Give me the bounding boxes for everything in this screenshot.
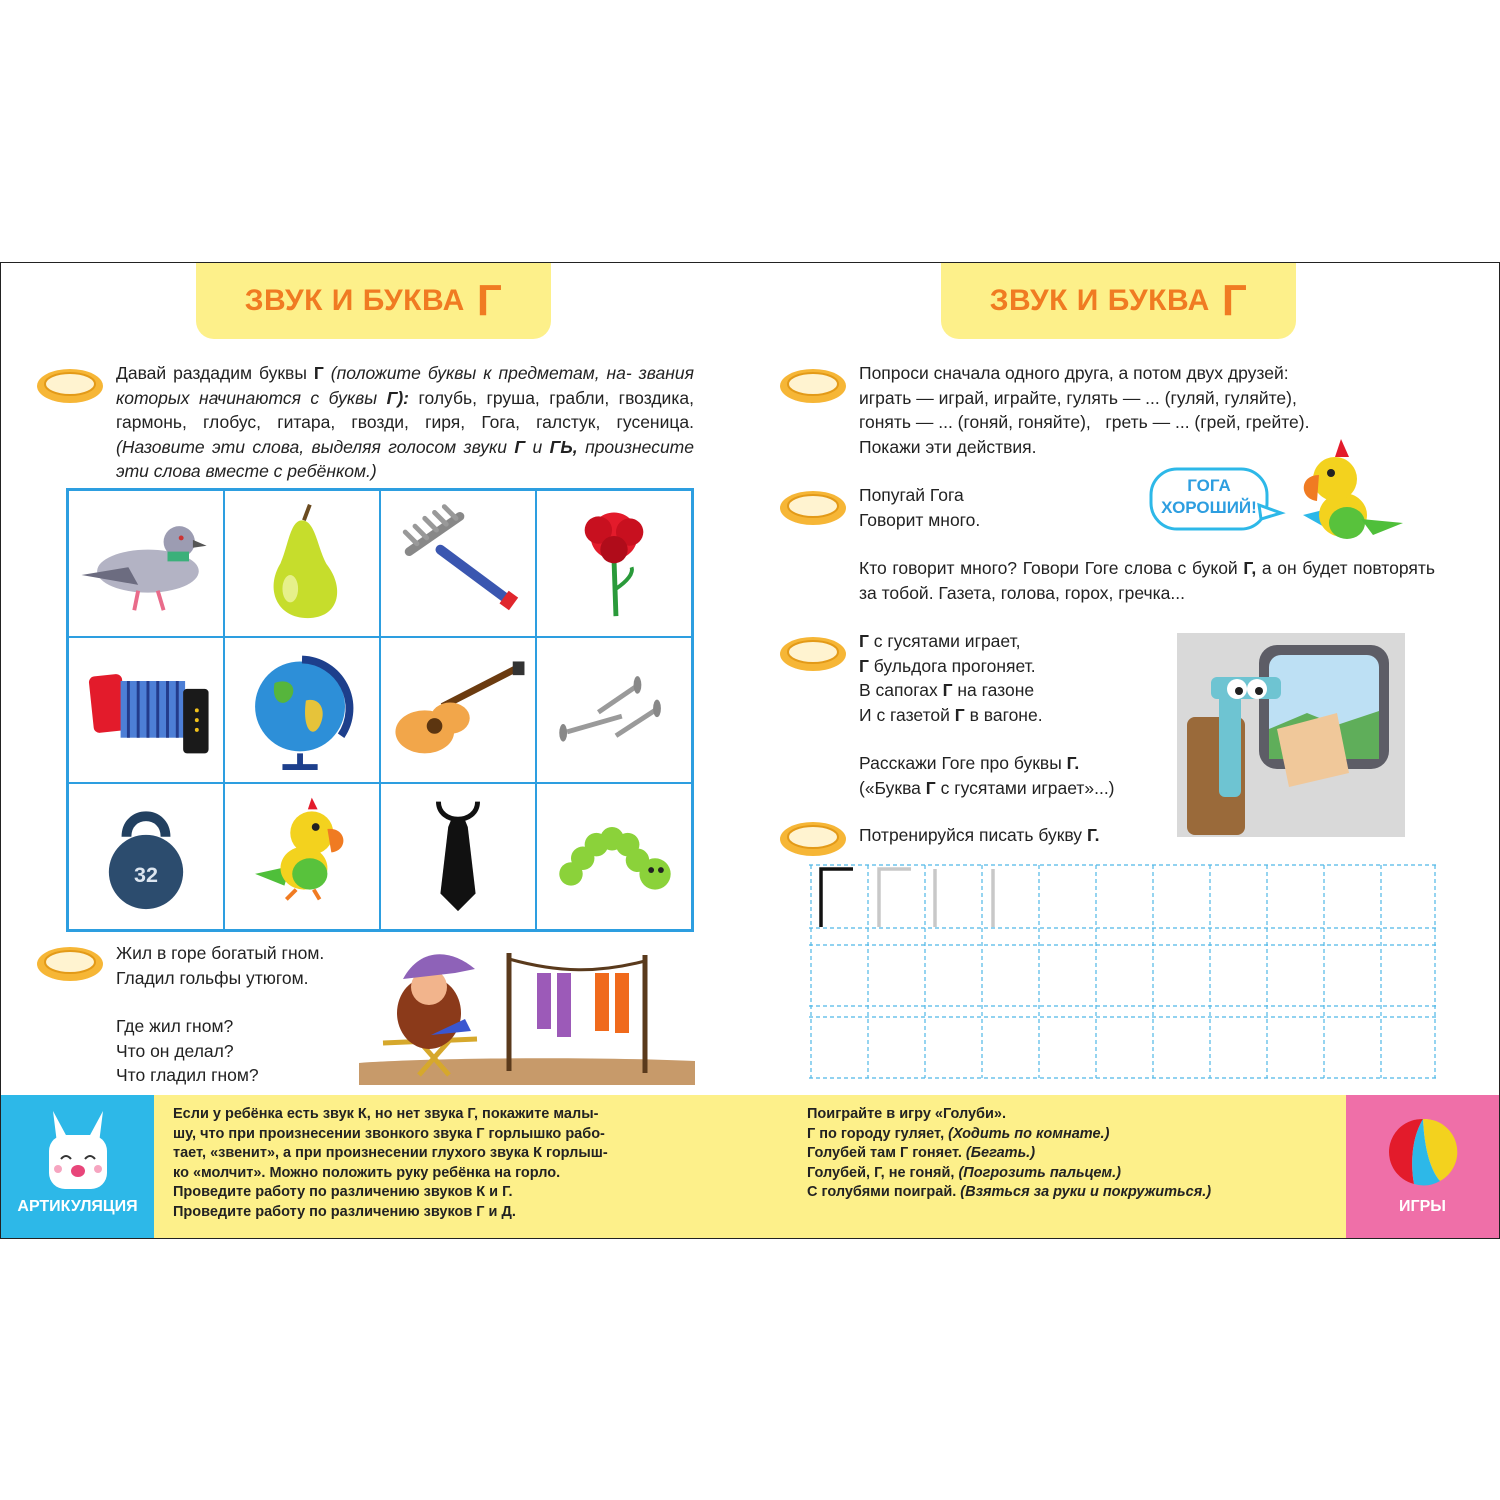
- kettlebell-icon: [68, 783, 224, 930]
- carnation-icon: [536, 490, 692, 637]
- games-panel: [1346, 1095, 1499, 1238]
- plate-icon: [778, 487, 848, 529]
- accordion-icon: [68, 637, 224, 784]
- left-page-title: [196, 263, 551, 339]
- games-label: ИГРЫ: [1399, 1198, 1446, 1215]
- ball-icon: [1388, 1117, 1458, 1187]
- left-title-letter: Г: [476, 276, 503, 325]
- plate-icon: [778, 365, 848, 407]
- right-page-title: [941, 263, 1296, 339]
- articulation-note: Если у ребёнка есть звук К, но нет звука Г, покажите малы- шу, что при произнесении звонкого звука Г горлышко рабо- тает, «звенит», а при произнесении глухого звука К горлыш- ко «молчит». Можно положить руку ребёнка на горло. Проведите работу по различению звуков К и Г. Проведите работу по различению звуков Г и Д.: [173, 1106, 608, 1220]
- writing-task: Потренируйся писать букву Г.: [859, 825, 1100, 845]
- right-task-friends: Попроси сначала одного друга, а потом двух друзей: играть — играй, играйте, гулять — ... (гуляй, гуляйте), гонять — ... (гоняй, гоняйте), греть — ... (грей, грейте). Покажи эти действия.: [859, 363, 1310, 457]
- goose-poem: Г с гусятами играет, Г бульдога прогоняет. В сапогах Г на газоне И с газетой Г в вагоне. Расскажи Гоге про буквы Г. («Буква Г с гусятами играет»...): [859, 631, 1115, 798]
- globe-icon: [224, 637, 380, 784]
- pear-icon: [224, 490, 380, 637]
- right-task-words: Кто говорит много? Говори Гоге слова с букой Г, а он будет повторять за тобой. Газета, голова, горох, гречка...: [859, 558, 1435, 603]
- bubble-line-2: ХОРОШИЙ!: [1161, 498, 1257, 517]
- caterpillar-icon: [536, 783, 692, 930]
- bubble-line-1: ГОГА: [1187, 476, 1231, 495]
- picture-grid: [66, 488, 694, 932]
- pigeon-icon: [68, 490, 224, 637]
- plate-icon: [35, 943, 105, 985]
- parrot-rhyme: Попугай Гога Говорит много.: [859, 485, 981, 530]
- plate-icon: [778, 818, 848, 860]
- right-title-letter: Г: [1221, 276, 1248, 325]
- articulation-label: АРТИКУЛЯЦИЯ: [17, 1198, 138, 1215]
- bunny-icon: [43, 1107, 113, 1193]
- gnome-ironing-illustration: [359, 943, 695, 1085]
- guitar-icon: [380, 637, 536, 784]
- speech-bubble-parrot: [1147, 433, 1409, 553]
- right-title-text: ЗВУК И БУКВА: [989, 284, 1210, 317]
- letter-on-train-illustration: [1177, 633, 1405, 837]
- rake-icon: [380, 490, 536, 637]
- gnome-rhyme: Жил в горе богатый гном. Гладил гольфы утюгом. Где жил гном? Что он делал? Что гладил гном?: [116, 943, 325, 1085]
- plate-icon: [778, 633, 848, 675]
- articulation-panel: [1, 1095, 154, 1238]
- left-title-text: ЗВУК И БУКВА: [244, 284, 465, 317]
- handwriting-practice-grid[interactable]: [809, 863, 1437, 1080]
- tie-icon: [380, 783, 536, 930]
- left-task-intro: Давай раздадим буквы Г (положите буквы к предметам, на- звания которых начинаются с буквы Г): голубь, груша, грабли, гвоздика, гармонь, глобус, гитара, гвозди, гиря, Гога, галстук, гусеница. (Назовите эти слова, выделяя голосом звуки Г и ГЬ, произнесите эти слова вместе с ребёнком.): [116, 363, 694, 481]
- games-note: Поиграйте в игру «Голуби». Г по городу гуляет, (Ходить по комнате.) Голубей там Г гоняет. (Бегать.) Голубей, Г, не гоняй, (Погрозить пальцем.) С голубями поиграй. (Взяться за руки и покружиться.): [807, 1106, 1212, 1200]
- workbook-spread: [0, 262, 1500, 1239]
- plate-icon: [35, 365, 105, 407]
- parrot-icon: [224, 783, 380, 930]
- weight-label: 32: [134, 863, 158, 888]
- nails-icon: [536, 637, 692, 784]
